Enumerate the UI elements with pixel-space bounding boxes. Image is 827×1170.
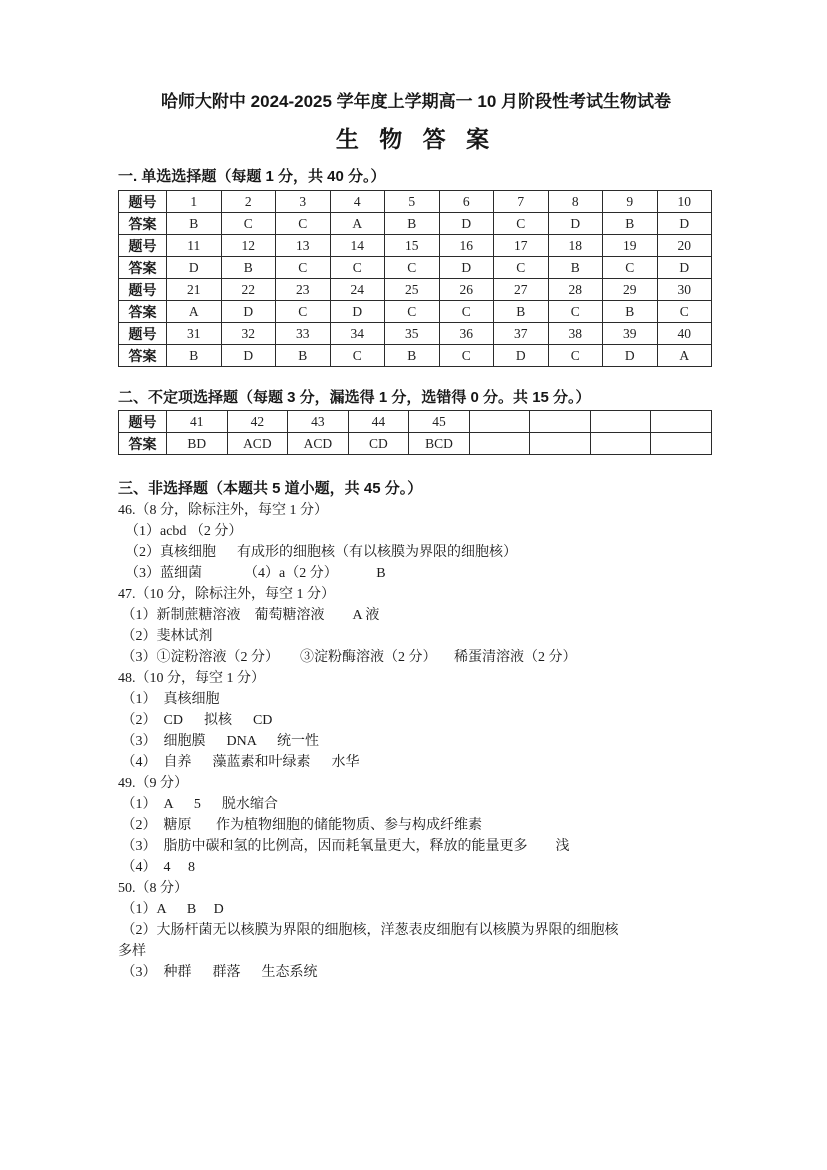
question-number-cell: 2 bbox=[221, 191, 276, 213]
answer-cell: D bbox=[221, 301, 276, 323]
row-header-label: 答案 bbox=[119, 213, 167, 235]
question-number-cell: 24 bbox=[330, 279, 385, 301]
answer-line: 46.（8 分，除标注外，每空 1 分） bbox=[118, 503, 328, 518]
question-number-cell bbox=[590, 411, 651, 433]
answer-cell: C bbox=[494, 213, 549, 235]
question-number-cell: 28 bbox=[548, 279, 603, 301]
question-number-cell: 5 bbox=[385, 191, 440, 213]
question-number-cell: 12 bbox=[221, 235, 276, 257]
question-number-cell: 20 bbox=[657, 235, 712, 257]
answer-key-title: 生 物 答 案 bbox=[335, 126, 497, 152]
answer-line: （1）acbd （2 分） bbox=[118, 524, 243, 539]
question-number-cell: 15 bbox=[385, 235, 440, 257]
question-number-cell: 34 bbox=[330, 323, 385, 345]
answer-line: （2）真核细胞 有成形的细胞核（有以核膜为界限的细胞核） bbox=[118, 545, 517, 560]
question-number-cell: 31 bbox=[167, 323, 222, 345]
single-choice-table bbox=[118, 190, 712, 367]
answer-line: （3）①淀粉溶液（2 分） ③淀粉酶溶液（2 分） 稀蛋清溶液（2 分） bbox=[118, 650, 577, 665]
answer-cell: D bbox=[548, 213, 603, 235]
multi-choice-table bbox=[118, 410, 712, 455]
question-number-cell: 17 bbox=[494, 235, 549, 257]
answer-cell bbox=[651, 433, 712, 455]
answer-cell: C bbox=[439, 345, 494, 367]
question-number-cell: 27 bbox=[494, 279, 549, 301]
answer-line: 47.（10 分，除标注外，每空 1 分） bbox=[118, 587, 335, 602]
question-number-cell: 7 bbox=[494, 191, 549, 213]
answer-cell: D bbox=[439, 213, 494, 235]
question-number-cell: 9 bbox=[603, 191, 658, 213]
question-number-cell: 21 bbox=[167, 279, 222, 301]
answer-line: （1）新制蔗糖溶液 葡萄糖溶液 A 液 bbox=[118, 608, 380, 623]
question-number-row bbox=[119, 279, 712, 301]
row-header-label: 题号 bbox=[119, 323, 167, 345]
answer-line: 48.（10 分，每空 1 分） bbox=[118, 671, 265, 686]
answer-cell: C bbox=[385, 257, 440, 279]
answer-cell: C bbox=[330, 345, 385, 367]
answer-cell: D bbox=[657, 257, 712, 279]
answer-cell: D bbox=[330, 301, 385, 323]
question-number-cell: 35 bbox=[385, 323, 440, 345]
answer-cell: B bbox=[167, 213, 222, 235]
question-number-cell: 3 bbox=[276, 191, 331, 213]
question-number-cell: 4 bbox=[330, 191, 385, 213]
answer-cell: C bbox=[330, 257, 385, 279]
question-number-cell: 44 bbox=[348, 411, 409, 433]
question-number-cell bbox=[469, 411, 530, 433]
answer-cell bbox=[590, 433, 651, 455]
question-number-cell: 14 bbox=[330, 235, 385, 257]
question-number-cell: 38 bbox=[548, 323, 603, 345]
question-number-cell bbox=[651, 411, 712, 433]
answer-cell: A bbox=[167, 301, 222, 323]
row-header-label: 题号 bbox=[119, 411, 167, 433]
question-number-cell: 39 bbox=[603, 323, 658, 345]
answer-cell: C bbox=[548, 345, 603, 367]
answer-line: （1）A B D bbox=[118, 902, 224, 917]
question-number-cell: 23 bbox=[276, 279, 331, 301]
answer-line: （4） 4 8 bbox=[118, 860, 195, 875]
question-number-cell: 16 bbox=[439, 235, 494, 257]
answer-cell: B bbox=[603, 301, 658, 323]
answer-line: （1） A 5 脱水缩合 bbox=[118, 797, 278, 812]
row-header-label: 答案 bbox=[119, 345, 167, 367]
question-number-cell: 43 bbox=[288, 411, 349, 433]
question-number-cell: 13 bbox=[276, 235, 331, 257]
answer-cell: C bbox=[385, 301, 440, 323]
row-header-label: 答案 bbox=[119, 257, 167, 279]
answer-cell: B bbox=[548, 257, 603, 279]
answer-cell: BD bbox=[167, 433, 228, 455]
answer-cell: A bbox=[330, 213, 385, 235]
answer-cell: B bbox=[603, 213, 658, 235]
answer-cell: D bbox=[439, 257, 494, 279]
answer-cell: B bbox=[167, 345, 222, 367]
free-response-answers bbox=[118, 500, 714, 983]
question-number-cell: 1 bbox=[167, 191, 222, 213]
answer-cell: B bbox=[221, 257, 276, 279]
question-number-cell: 33 bbox=[276, 323, 331, 345]
answer-line: （3） 脂肪中碳和氢的比例高，因而耗氧量更大，释放的能量更多 浅 bbox=[118, 839, 570, 854]
question-number-cell: 25 bbox=[385, 279, 440, 301]
answer-line: 50.（8 分） bbox=[118, 881, 188, 896]
answer-cell: C bbox=[603, 257, 658, 279]
question-number-cell: 26 bbox=[439, 279, 494, 301]
answer-row bbox=[119, 345, 712, 367]
answer-cell: ACD bbox=[227, 433, 288, 455]
answer-cell: D bbox=[494, 345, 549, 367]
answer-cell: B bbox=[385, 345, 440, 367]
question-number-cell: 42 bbox=[227, 411, 288, 433]
answer-cell: B bbox=[276, 345, 331, 367]
question-number-cell: 6 bbox=[439, 191, 494, 213]
answer-line: （3） 种群 群落 生态系统 bbox=[118, 965, 318, 980]
question-number-cell bbox=[530, 411, 591, 433]
answer-cell: C bbox=[657, 301, 712, 323]
single-choice-section-heading: 一. 单选选择题（每题 1 分，共 40 分。） bbox=[118, 168, 386, 185]
answer-cell: C bbox=[276, 213, 331, 235]
answer-cell: D bbox=[167, 257, 222, 279]
question-number-row bbox=[119, 323, 712, 345]
question-number-cell: 10 bbox=[657, 191, 712, 213]
answer-line: （3） 细胞膜 DNA 统一性 bbox=[118, 734, 320, 749]
answer-cell: B bbox=[385, 213, 440, 235]
row-header-label: 答案 bbox=[119, 433, 167, 455]
question-number-row bbox=[119, 191, 712, 213]
free-response-section-heading: 三、非选择题（本题共 5 道小题，共 45 分。） bbox=[118, 480, 423, 497]
answer-line: （3）蓝细菌 （4）a（2 分） B bbox=[118, 566, 386, 581]
question-number-cell: 11 bbox=[167, 235, 222, 257]
answer-cell: CD bbox=[348, 433, 409, 455]
answer-cell: A bbox=[657, 345, 712, 367]
question-number-cell: 19 bbox=[603, 235, 658, 257]
answer-line: （2） 糖原 作为植物细胞的储能物质、参与构成纤维素 bbox=[118, 818, 482, 833]
answer-line: （4） 自养 藻蓝素和叶绿素 水华 bbox=[118, 755, 360, 770]
answer-row bbox=[119, 301, 712, 323]
answer-cell: C bbox=[276, 257, 331, 279]
answer-line: （1） 真核细胞 bbox=[118, 692, 220, 707]
question-number-cell: 36 bbox=[439, 323, 494, 345]
answer-line: 49.（9 分） bbox=[118, 776, 188, 791]
question-number-cell: 30 bbox=[657, 279, 712, 301]
answer-row bbox=[119, 433, 712, 455]
question-number-cell: 18 bbox=[548, 235, 603, 257]
question-number-cell: 41 bbox=[167, 411, 228, 433]
question-number-cell: 45 bbox=[409, 411, 470, 433]
answer-cell bbox=[530, 433, 591, 455]
multi-choice-section-heading: 二、不定项选择题（每题 3 分，漏选得 1 分，选错得 0 分。共 15 分。） bbox=[118, 389, 591, 406]
answer-row bbox=[119, 257, 712, 279]
answer-cell: C bbox=[494, 257, 549, 279]
question-number-cell: 32 bbox=[221, 323, 276, 345]
question-number-row bbox=[119, 411, 712, 433]
answer-cell: D bbox=[603, 345, 658, 367]
question-number-cell: 40 bbox=[657, 323, 712, 345]
question-number-row bbox=[119, 235, 712, 257]
answer-line: 多样 bbox=[118, 944, 146, 959]
answer-cell: ACD bbox=[288, 433, 349, 455]
answer-cell: C bbox=[439, 301, 494, 323]
answer-cell: BCD bbox=[409, 433, 470, 455]
answer-cell: D bbox=[221, 345, 276, 367]
row-header-label: 题号 bbox=[119, 191, 167, 213]
row-header-label: 题号 bbox=[119, 235, 167, 257]
page-title: 哈师大附中 2024-2025 学年度上学期高一 10 月阶段性考试生物试卷 bbox=[160, 92, 672, 111]
answer-cell: C bbox=[548, 301, 603, 323]
question-number-cell: 37 bbox=[494, 323, 549, 345]
question-number-cell: 8 bbox=[548, 191, 603, 213]
answer-cell: C bbox=[221, 213, 276, 235]
question-number-cell: 29 bbox=[603, 279, 658, 301]
answer-cell bbox=[469, 433, 530, 455]
answer-row bbox=[119, 213, 712, 235]
answer-cell: D bbox=[657, 213, 712, 235]
question-number-cell: 22 bbox=[221, 279, 276, 301]
row-header-label: 题号 bbox=[119, 279, 167, 301]
answer-line: （2）大肠杆菌无以核膜为界限的细胞核，洋葱表皮细胞有以核膜为界限的细胞核 bbox=[118, 923, 619, 938]
answer-cell: C bbox=[276, 301, 331, 323]
page-content bbox=[118, 0, 714, 983]
answer-cell: B bbox=[494, 301, 549, 323]
row-header-label: 答案 bbox=[119, 301, 167, 323]
answer-line: （2） CD 拟核 CD bbox=[118, 713, 273, 728]
answer-line: （2）斐林试剂 bbox=[118, 629, 213, 644]
